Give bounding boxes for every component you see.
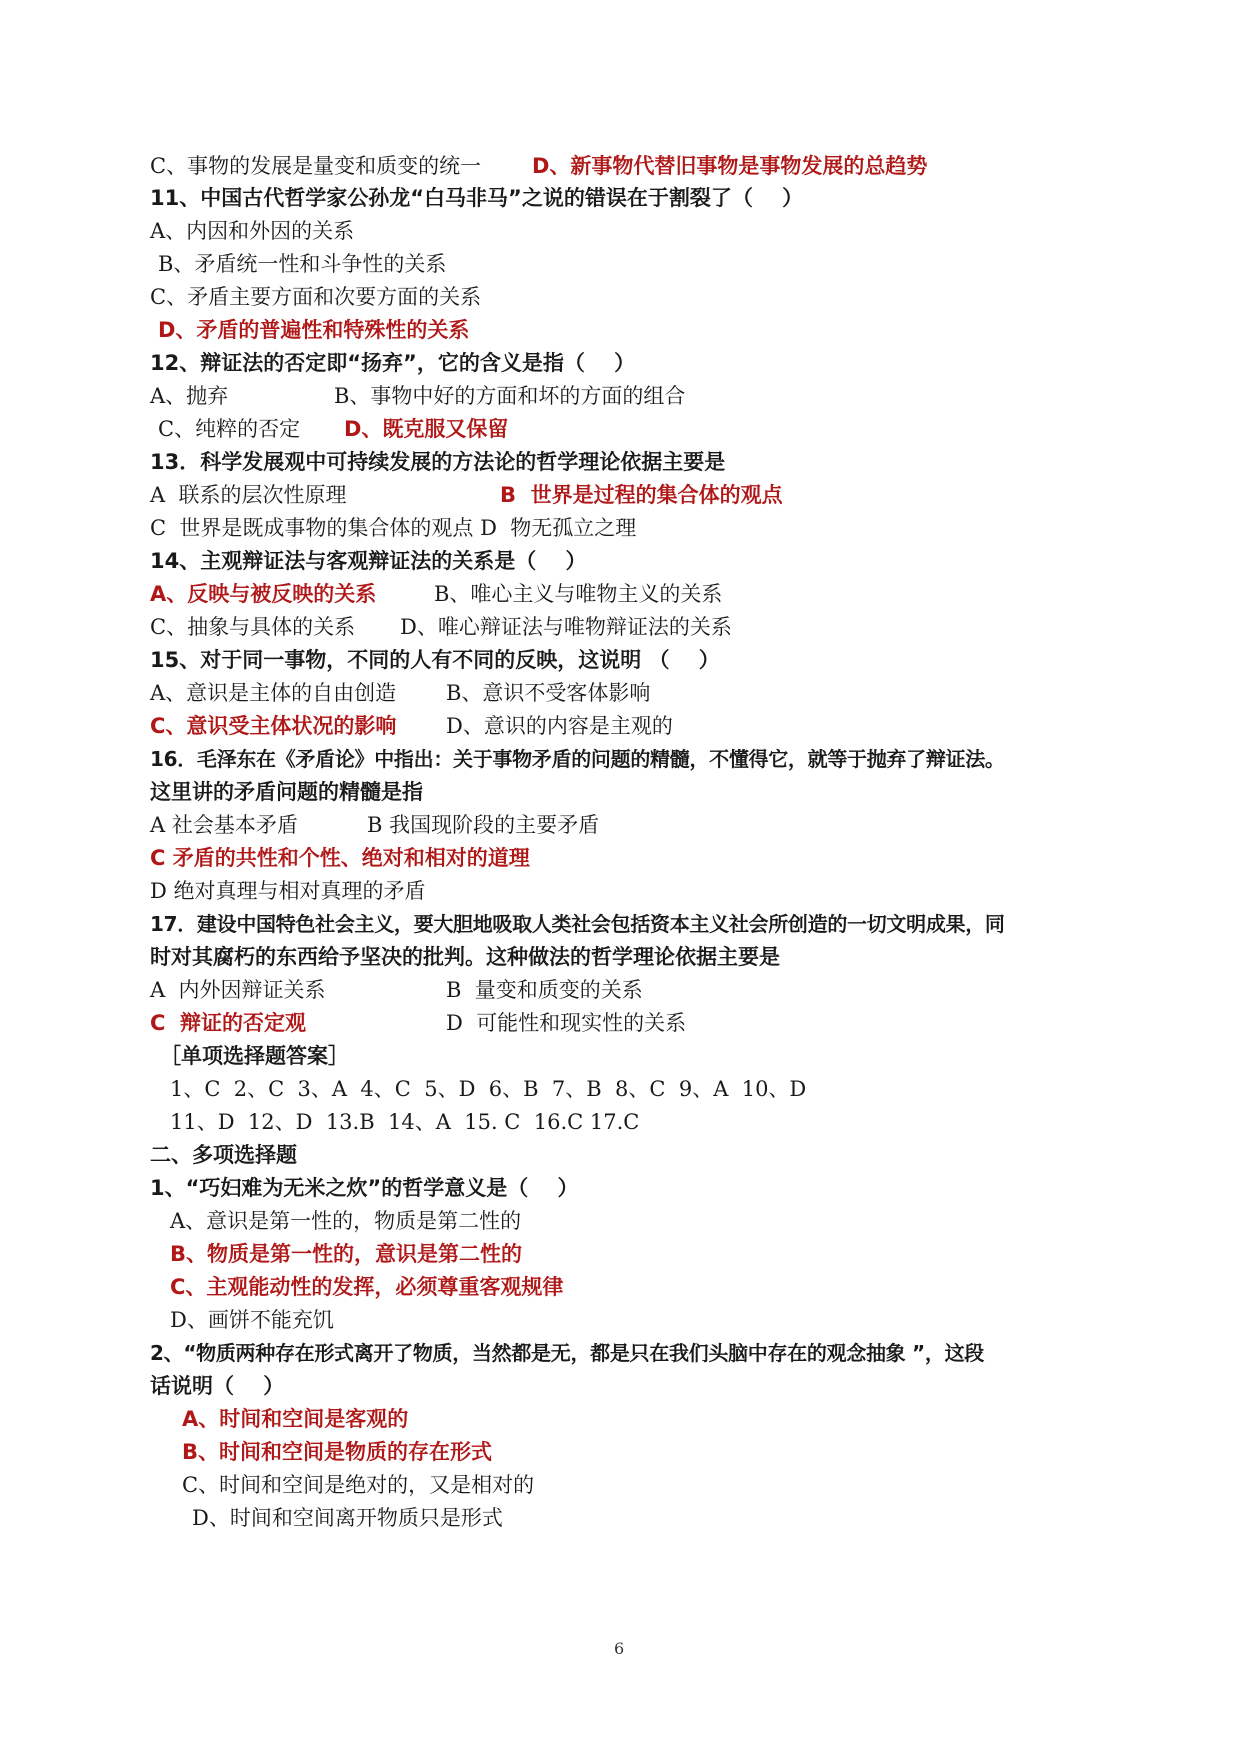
m2-option-a-answer: A、时间和空间是客观的 <box>182 1407 409 1431</box>
page-number: 6 <box>614 1639 625 1658</box>
q16-stem-line-2: 这里讲的矛盾问题的精髓是指 <box>150 780 423 804</box>
q14-stem: 14、主观辩证法与客观辩证法的关系是（ ） <box>150 549 587 573</box>
q15-option-c-answer: C、意识受主体状况的影响 <box>150 714 397 738</box>
m1-option-b-answer: B、物质是第一性的，意识是第二性的 <box>170 1242 523 1266</box>
q11-option-c: C、矛盾主要方面和次要方面的关系 <box>150 285 482 309</box>
q13-options-c-d: C 世界是既成事物的集合体的观点 D 物无孤立之理 <box>150 516 637 540</box>
q17-stem-line-2: 时对其腐朽的东西给予坚决的批判。这种做法的哲学理论依据主要是 <box>150 945 780 969</box>
answer-key-title: ［单项选择题答案］ <box>160 1044 349 1068</box>
q15-stem: 15、对于同一事物，不同的人有不同的反映，这说明 （ ） <box>150 648 720 672</box>
m2-option-b-answer: B、时间和空间是物质的存在形式 <box>182 1440 493 1464</box>
q12-option-d-answer: D、既克服又保留 <box>344 417 509 441</box>
q15-option-b: B、意识不受客体影响 <box>446 681 651 705</box>
q16-stem-line-1: 16．毛泽东在《矛盾论》中指出：关于事物矛盾的问题的精髓，不懂得它，就等于抛弃了辩证法。 <box>150 747 1005 771</box>
q12-option-c: C、纯粹的否定 <box>158 417 301 441</box>
q14-option-d: D、唯心辩证法与唯物辩证法的关系 <box>400 615 732 639</box>
q15-option-d: D、意识的内容是主观的 <box>446 714 673 738</box>
answer-key-line-1: 1、C 2、C 3、A 4、C 5、D 6、B 7、B 8、C 9、A 10、D <box>170 1077 807 1101</box>
q13-stem: 13．科学发展观中可持续发展的方法论的哲学理论依据主要是 <box>150 450 726 474</box>
m1-option-d: D、画饼不能充饥 <box>170 1308 334 1332</box>
q16-option-c-answer: C 矛盾的共性和个性、绝对和相对的道理 <box>150 846 530 870</box>
q17-stem-line-1: 17．建设中国特色社会主义，要大胆地吸取人类社会包括资本主义社会所创造的一切文明成果，同 <box>150 912 1005 936</box>
m2-option-d: D、时间和空间离开物质只是形式 <box>192 1506 503 1530</box>
q10-option-c: C、事物的发展是量变和质变的统一 <box>150 154 482 178</box>
q14-option-c: C、抽象与具体的关系 <box>150 615 356 639</box>
m1-option-c-answer: C、主观能动性的发挥，必须尊重客观规律 <box>170 1275 564 1299</box>
q14-option-a-answer: A、反映与被反映的关系 <box>150 582 377 606</box>
m1-stem: 1、“巧妇难为无米之炊”的哲学意义是（ ） <box>150 1176 579 1200</box>
m1-option-a: A、意识是第一性的，物质是第二性的 <box>170 1209 522 1233</box>
q11-option-a: A、内因和外因的关系 <box>150 219 355 243</box>
q13-option-b-answer: B 世界是过程的集合体的观点 <box>500 483 783 507</box>
m2-stem-line-1: 2、“物质两种存在形式离开了物质，当然都是无，都是只在我们头脑中存在的观念抽象 ”，这段 <box>150 1341 984 1365</box>
q11-option-b: B、矛盾统一性和斗争性的关系 <box>158 252 447 276</box>
q16-option-d: D 绝对真理与相对真理的矛盾 <box>150 879 426 903</box>
section-heading-multiple-choice: 二、多项选择题 <box>150 1143 297 1167</box>
q16-option-b: B 我国现阶段的主要矛盾 <box>367 813 600 837</box>
m2-stem-line-2: 话说明（ ） <box>150 1374 285 1398</box>
q17-option-d: D 可能性和现实性的关系 <box>446 1011 687 1035</box>
q12-stem: 12、辩证法的否定即“扬弃”，它的含义是指（ ） <box>150 351 636 375</box>
q17-option-c-answer: C 辩证的否定观 <box>150 1011 307 1035</box>
q13-option-a: A 联系的层次性原理 <box>150 483 347 507</box>
q15-option-a: A、意识是主体的自由创造 <box>150 681 397 705</box>
q17-option-a: A 内外因辩证关系 <box>150 978 326 1002</box>
q12-option-a: A、抛弃 <box>150 384 229 408</box>
m2-option-c: C、时间和空间是绝对的，又是相对的 <box>182 1473 535 1497</box>
q14-option-b: B、唯心主义与唯物主义的关系 <box>434 582 723 606</box>
answer-key-line-2: 11、D 12、D 13.B 14、A 15. C 16.C 17.C <box>170 1110 640 1134</box>
q12-option-b: B、事物中好的方面和坏的方面的组合 <box>334 384 686 408</box>
q17-option-b: B 量变和质变的关系 <box>446 978 643 1002</box>
q16-option-a: A 社会基本矛盾 <box>150 813 298 837</box>
q11-option-d-answer: D、矛盾的普遍性和特殊性的关系 <box>158 318 470 342</box>
q10-option-d-answer: D、新事物代替旧事物是事物发展的总趋势 <box>532 154 928 178</box>
q11-stem: 11、中国古代哲学家公孙龙“白马非马”之说的错误在于割裂了（ ） <box>150 186 804 210</box>
